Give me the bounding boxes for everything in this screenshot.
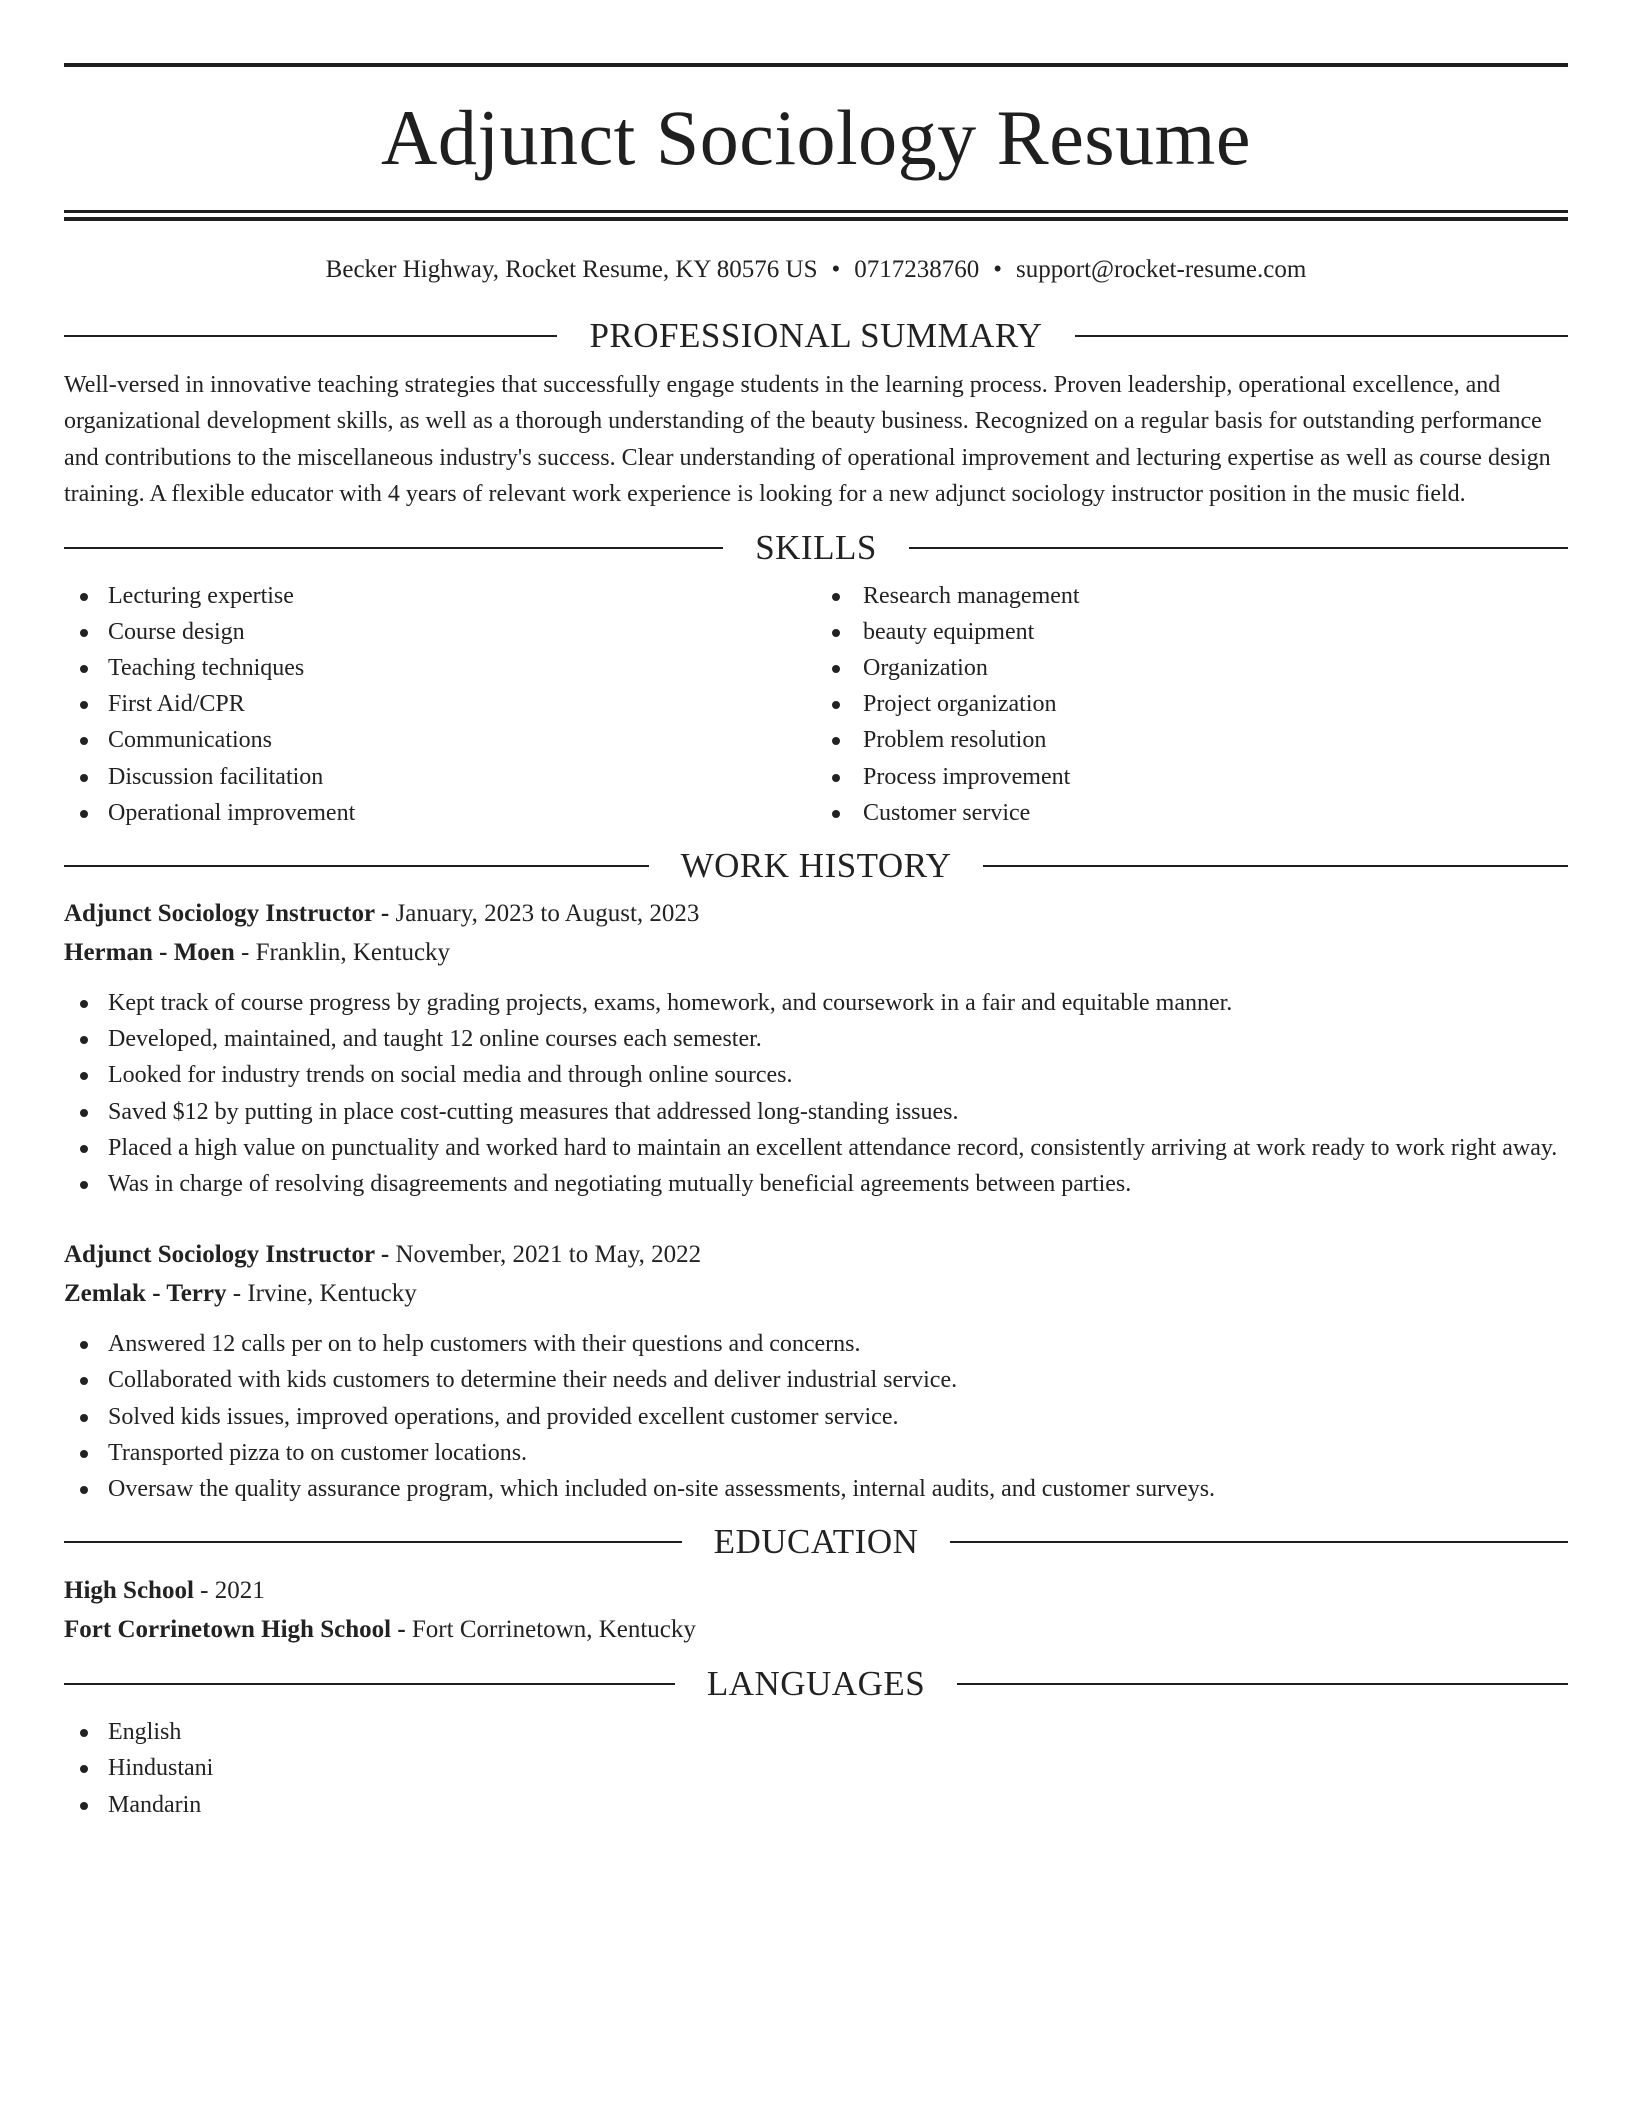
job-dash: - [374,1241,396,1269]
education-year: 2021 [214,1577,265,1605]
job-bullet: Saved $12 by putting in place cost-cutting measures that addressed long-standing issues. [64,1094,1568,1130]
job-title: Adjunct Sociology Instructor [64,900,375,928]
skills-columns [64,578,1568,831]
contact-email: support@rocket-resume.com [1016,256,1307,283]
job-entry [64,1235,1568,1507]
languages-list [64,1714,1568,1823]
language-item: Hindustani [64,1750,1568,1786]
job-dates: January, 2023 to August, 2023 [395,900,700,928]
skills-list-right [816,578,1568,831]
heading-rule-right [909,547,1568,549]
heading-rule-left [64,865,649,867]
job-entry [64,894,1568,1202]
education-school-line [64,1610,1568,1649]
skill-item: Problem resolution [816,722,1568,758]
skills-column-right [816,578,1568,831]
heading-rule-right [957,1683,1568,1685]
job-dash: - [234,939,256,967]
education-entry [64,1571,1568,1649]
education-heading [64,1522,1568,1562]
heading-rule-left [64,547,723,549]
heading-rule-left [64,335,557,337]
contact-line [64,255,1568,285]
job-title: Adjunct Sociology Instructor [64,1241,375,1269]
job-company: Herman - Moen [64,939,235,967]
skill-item: Research management [816,578,1568,614]
contact-address: Becker Highway, Rocket Resume, KY 80576 US [325,256,818,283]
heading-rule-left [64,1541,682,1543]
job-location: Irvine, Kentucky [247,1280,417,1308]
summary-heading-label: PROFESSIONAL SUMMARY [589,316,1043,355]
job-bullet: Solved kids issues, improved operations, and provided excellent customer service. [64,1399,1568,1435]
education-dash: - [193,1577,215,1605]
job-bullets [64,985,1568,1202]
job-dash: - [374,900,396,928]
education-degree-line [64,1571,1568,1610]
job-company: Zemlak - Terry [64,1280,227,1308]
skill-item: Customer service [816,795,1568,831]
work-heading [64,846,1568,886]
job-bullet: Looked for industry trends on social media and through online sources. [64,1057,1568,1093]
job-title-line [64,894,1568,933]
skill-item: First Aid/CPR [64,686,816,722]
job-bullet: Transported pizza to on customer locations. [64,1435,1568,1471]
languages-heading [64,1664,1568,1704]
education-dash: - [391,1616,412,1644]
job-bullet: Collaborated with kids customers to determine their needs and deliver industrial service. [64,1362,1568,1398]
summary-heading [64,316,1568,356]
language-item: English [64,1714,1568,1750]
job-dash: - [226,1280,248,1308]
education-school: Fort Corrinetown High School [64,1616,392,1644]
skill-item: Organization [816,650,1568,686]
skill-item: Process improvement [816,759,1568,795]
skill-item: Course design [64,614,816,650]
skill-item: Communications [64,722,816,758]
skills-column-left [64,578,816,831]
skill-item: Project organization [816,686,1568,722]
skills-list-left [64,578,816,831]
heading-rule-right [983,865,1568,867]
summary-text: Well-versed in innovative teaching strategies that successfully engage students in the learning process. Proven leadership, operational excellence, and organizational development skills, as well as a thorough understanding of the beauty business. Recognized on a regular basis for outstanding performance and contributions to the miscellaneous industry's success. Clear understanding of operational improvement and lecturing expertise as well as course design training. A flexible educator with 4 years of relevant work experience is looking for a new adjunct sociology instructor position in the music field. [64,372,1551,508]
skill-item: Operational improvement [64,795,816,831]
skill-item: beauty equipment [816,614,1568,650]
resume-page [64,0,1568,1823]
contact-separator: • [993,256,1003,283]
job-bullet: Developed, maintained, and taught 12 online courses each semester. [64,1021,1568,1057]
work-heading-label: WORK HISTORY [680,846,952,886]
skills-heading [64,528,1568,568]
job-bullet: Kept track of course progress by grading projects, exams, homework, and coursework in a fair and equitable manner. [64,985,1568,1021]
job-title-line [64,1235,1568,1274]
education-heading-label: EDUCATION [713,1522,919,1562]
job-dates: November, 2021 to May, 2022 [395,1241,702,1269]
resume-title: Adjunct Sociology Resume [381,94,1251,181]
skill-item: Discussion facilitation [64,759,816,795]
contact-separator: • [831,256,841,283]
job-bullet: Placed a high value on punctuality and worked hard to maintain an excellent attendance record, consistently arriving at work ready to work right away. [64,1130,1568,1166]
title-double-rule [64,210,1568,221]
heading-rule-right [1075,335,1568,337]
top-rule [64,63,1568,67]
skill-item: Lecturing expertise [64,578,816,614]
education-degree: High School [64,1577,194,1605]
language-item: Mandarin [64,1787,1568,1823]
education-location: Fort Corrinetown, Kentucky [411,1616,696,1644]
contact-phone: 0717238760 [854,256,980,283]
job-company-line [64,933,1568,972]
languages-heading-label: LANGUAGES [706,1664,926,1704]
skills-heading-label: SKILLS [755,527,877,567]
job-location: Franklin, Kentucky [255,939,451,967]
heading-rule-left [64,1683,675,1685]
skill-item: Teaching techniques [64,650,816,686]
job-bullet: Oversaw the quality assurance program, which included on-site assessments, internal audits, and customer surveys. [64,1471,1568,1507]
job-bullet: Was in charge of resolving disagreements and negotiating mutually beneficial agreements between parties. [64,1166,1568,1202]
heading-rule-right [950,1541,1568,1543]
job-bullet: Answered 12 calls per on to help customers with their questions and concerns. [64,1326,1568,1362]
job-bullets [64,1326,1568,1507]
job-company-line [64,1274,1568,1313]
